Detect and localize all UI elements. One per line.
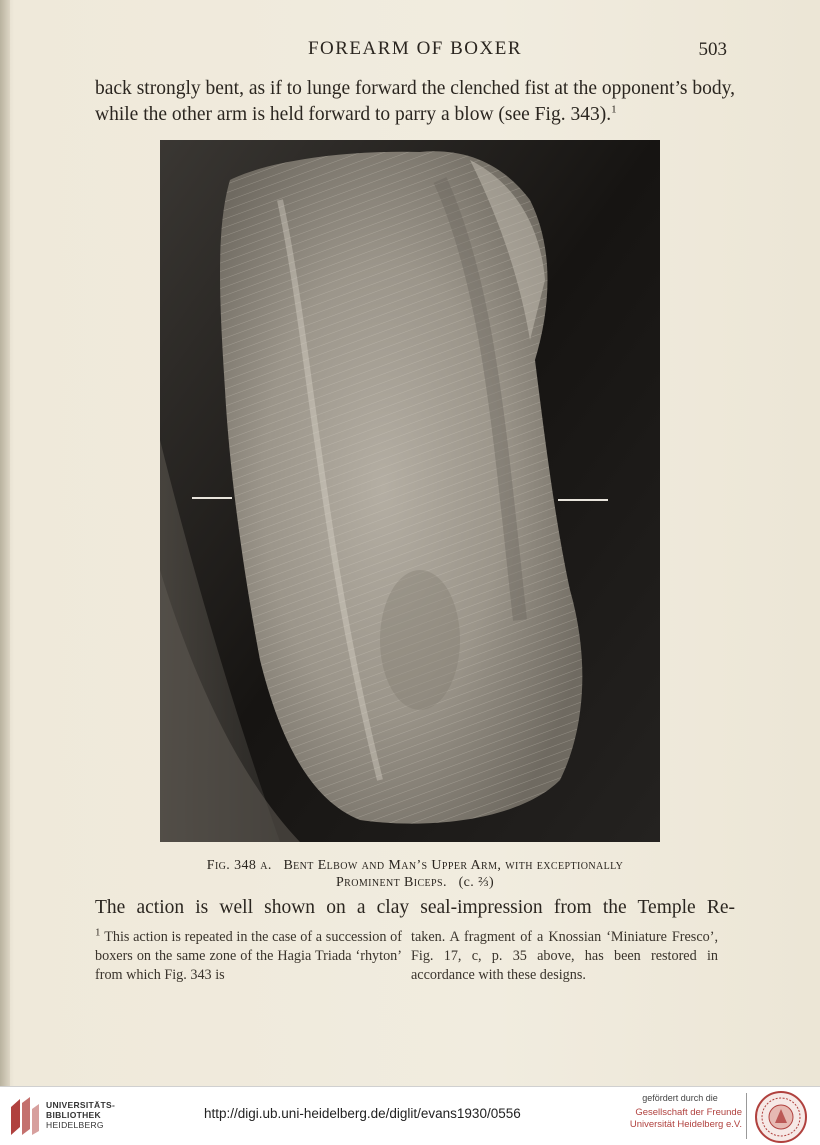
caption-text-2: Prominent Biceps. (335, 875, 447, 890)
university-seal-icon (754, 1090, 808, 1144)
figure-caption (95, 857, 735, 891)
library-name-line-3: HEIDELBERG (46, 1120, 104, 1130)
footnote-left-column (95, 928, 402, 985)
body-paragraph-1 (95, 76, 735, 128)
sponsor-name (612, 1107, 742, 1131)
caption-scale: (c. ⅔) (458, 875, 495, 890)
page-binding-edge (0, 0, 10, 1086)
paragraph-1-text: back strongly bent, as if to lunge forward the clenched fist at the opponent’s body, while the other arm is held forward to parry a blow (see Fig. 343). (95, 78, 735, 125)
footnote-right-column: taken. A fragment of a Knossian ‘Miniature Fresco’, Fig. 17, c, p. 35 above, has been restored in accordance with these designs. (411, 929, 718, 983)
sponsor-line-2: Universität Heidelberg e.V. (629, 1119, 742, 1130)
library-name (46, 1100, 115, 1130)
footnotes (95, 928, 735, 998)
running-head (95, 38, 735, 62)
running-title: FOREARM OF BOXER (307, 38, 523, 59)
figure-photo-upper-arm (160, 140, 660, 842)
sponsor-prefix: gefördert durch die (642, 1093, 718, 1103)
footnote-left-text: This action is repeated in the case of a succession of boxers on the same zone of the Hagia Triada ‘rhyton’ from which Fig. 343 is (95, 929, 402, 983)
university-library-logo-icon (8, 1095, 42, 1137)
footnote-ref: 1 (611, 103, 617, 116)
footer-divider (746, 1093, 747, 1139)
caption-line-2 (95, 874, 735, 891)
digitization-footer (0, 1086, 820, 1145)
library-name-line-2: BIBLIOTHEK (46, 1110, 101, 1120)
upper-arm-photograph (160, 140, 660, 842)
caption-text-1: Bent Elbow and Man’s Upper Arm, with exceptionally (283, 858, 624, 873)
body-paragraph-2: The action is well shown on a clay seal-impression from the Temple Re- (95, 897, 735, 918)
permalink-url[interactable]: http://digi.ub.uni-heidelberg.de/diglit/evans1930/0556 (204, 1106, 521, 1121)
caption-label: Fig. 348 a. (206, 858, 272, 873)
footnote-marker: 1 (95, 926, 101, 939)
page-number: 503 (698, 39, 727, 60)
caption-line-1 (95, 857, 735, 874)
library-name-line-1: UNIVERSITÄTS- (46, 1100, 116, 1110)
sponsor-line-1: Gesellschaft der Freunde (635, 1107, 742, 1118)
